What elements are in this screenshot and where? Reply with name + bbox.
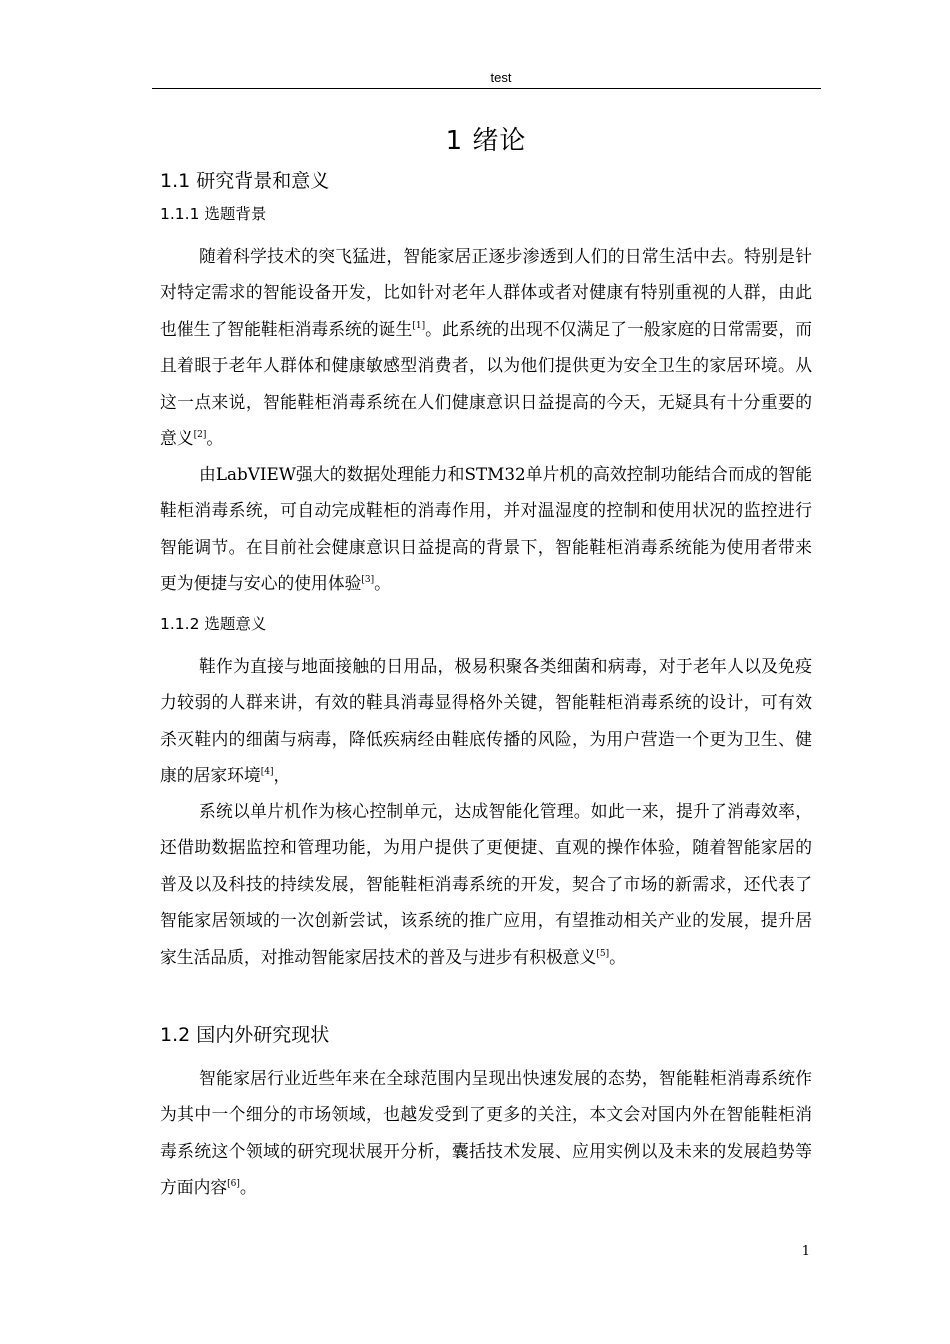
citation-ref: [2] [193,430,207,441]
paragraph-background-1: 随着科学技术的突飞猛进，智能家居正逐步渗透到人们的日常生活中去。特别是针对特定需求的智能设备开发，比如针对老年人群体或者对健康有特别重视的人群，由此也催生了智能鞋柜消毒系统的诞生[1]。此系统的出现不仅满足了一般家庭的日常需要，而且着眼于老年人群体和健康敏感型消费者，以为他们提供更为安全卫生的家居环境。从这一点来说，智能鞋柜消毒系统在人们健康意识日益提高的今天，无疑具有十分重要的意义[2]。 [160,246,812,449]
citation-ref: [4] [260,767,274,778]
section-heading-1-2: 1.2 国内外研究现状 [160,1024,330,1046]
subsection-heading-1-1-1: 1.1.1 选题背景 [160,205,267,223]
header-rule [152,88,821,89]
citation-ref: [1] [412,320,426,331]
section-heading-1-1: 1.1 研究背景和意义 [160,170,330,192]
paragraph-significance-1: 鞋作为直接与地面接触的日用品，极易积聚各类细菌和病毒，对于老年人以及免疫力较弱的人群来讲，有效的鞋具消毒显得格外关键，智能鞋柜消毒系统的设计，可有效杀灭鞋内的细菌与病毒，降低疾病经由鞋底传播的风险，为用户营造一个更为卫生、健康的居家环境[4]， [160,656,812,786]
citation-ref: [6] [227,1179,240,1190]
paragraph-research-status: 智能家居行业近些年来在全球范围内呈现出快速发展的态势，智能鞋柜消毒系统作为其中一个细分的市场领域，也越发受到了更多的关注，本文会对国内外在智能鞋柜消毒系统这个领域的研究现状展开分析，囊括技术发展、应用实例以及未来的发展趋势等方面内容[6]。 [160,1068,812,1198]
paragraph-background-2: 由LabVIEW强大的数据处理能力和STM32单片机的高效控制功能结合而成的智能鞋柜消毒系统，可自动完成鞋柜的消毒作用，并对温湿度的控制和使用状况的监控进行智能调节。在目前社会健康意识日益提高的背景下，智能鞋柜消毒系统能为使用者带来更为便捷与安心的使用体验[3]。 [160,464,812,594]
subsection-heading-1-1-2: 1.1.2 选题意义 [160,615,267,633]
citation-ref: [5] [596,948,610,959]
page-header: test [490,70,512,85]
paragraph-significance-2: 系统以单片机作为核心控制单元，达成智能化管理。如此一来，提升了消毒效率，还借助数据监控和管理功能，为用户提供了更便捷、直观的操作体验，随着智能家居的普及以及科技的持续发展，智能鞋柜消毒系统的开发，契合了市场的新需求，还代表了智能家居领域的一次创新尝试，该系统的推广应用，有望推动相关产业的发展，提升居家生活品质，对推动智能家居技术的普及与进步有积极意义[5]。 [160,801,812,967]
page-number: 1 [801,1244,810,1259]
citation-ref: [3] [361,575,375,586]
chapter-title: 1 绪论 [445,126,527,156]
